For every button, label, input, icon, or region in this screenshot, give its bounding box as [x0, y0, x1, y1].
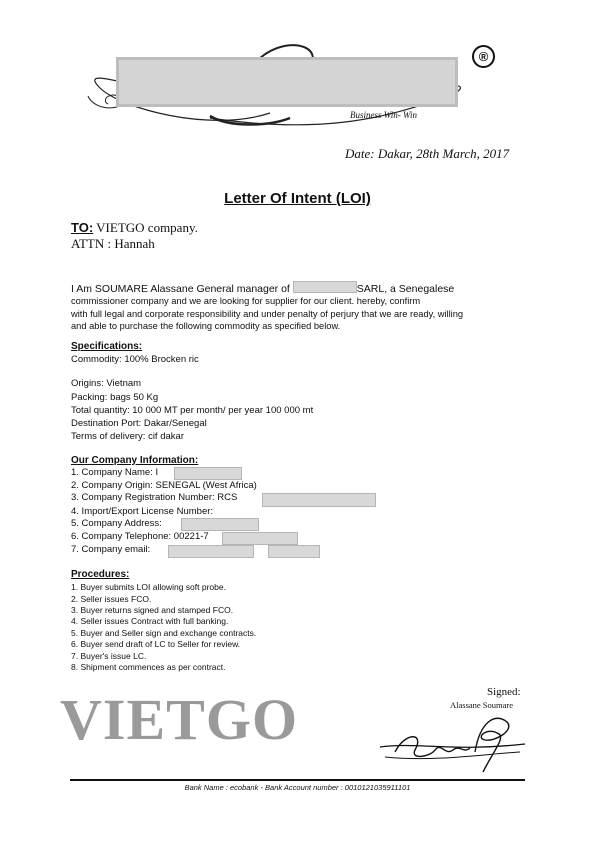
intro-line-2: commissioner company and we are looking for supplier for our client. hereby, confirm	[71, 296, 421, 307]
signed-label: Signed:	[487, 686, 521, 698]
company-origin-line: 2. Company Origin: SENEGAL (West Africa)	[71, 480, 257, 491]
redacted-email-domain	[268, 545, 320, 558]
redacted-registration-number	[262, 493, 376, 507]
registered-trademark-mark: ®	[472, 45, 495, 68]
company-address-line: 5. Company Address:	[71, 518, 162, 529]
procedure-step: 2. Seller issues FCO.	[71, 594, 152, 604]
company-info-heading: Our Company Information:	[71, 455, 199, 466]
procedure-step: 3. Buyer returns signed and stamped FCO.	[71, 605, 234, 615]
procedure-step: 5. Buyer and Seller sign and exchange contracts.	[71, 628, 257, 638]
company-tagline: Business Win- Win	[350, 110, 417, 120]
document-title	[0, 190, 595, 207]
to-value: VIETGO company.	[93, 220, 198, 235]
procedure-step: 8. Shipment commences as per contract.	[71, 662, 226, 672]
company-name-line	[71, 467, 158, 478]
handwritten-signature	[375, 712, 535, 782]
document-title-text: Letter Of Intent (LOI)	[224, 190, 371, 207]
recipient-attn: ATTN : Hannah	[71, 236, 155, 251]
signer-name: Alassane Soumare	[450, 700, 514, 710]
redacted-email-user	[168, 545, 254, 558]
intro-part2: SARL, a Senegalese	[356, 283, 455, 295]
intro-paragraph	[71, 281, 531, 333]
spec-port: Destination Port: Dakar/Senegal	[71, 418, 207, 429]
registration-prefix: 3. Company Registration Number: RCS	[71, 492, 238, 503]
company-license-line: 4. Import/Export License Number:	[71, 506, 214, 517]
to-label: TO:	[71, 220, 94, 235]
procedure-step: 7. Buyer's issue LC.	[71, 651, 147, 661]
intro-part1: I Am SOUMARE Alassane General manager of	[71, 283, 293, 295]
spec-packing: Packing: bags 50 Kg	[71, 392, 159, 403]
redacted-company-name-box	[116, 57, 458, 107]
spec-quantity: Total quantity: 10 000 MT per month/ per year 100 000 mt	[71, 405, 314, 416]
vietgo-watermark: VIETGO	[60, 687, 299, 752]
intro-line-4: and able to purchase the following commodity as specified below.	[71, 321, 341, 332]
procedure-step: 4. Seller issues Contract with full banking.	[71, 616, 229, 626]
procedures-heading: Procedures:	[71, 569, 130, 580]
procedure-step: 1. Buyer submits LOI allowing soft probe.	[71, 582, 226, 592]
company-name-label: 1. Company Name: I	[71, 467, 159, 478]
intro-line-3: with full legal and corporate responsibility and under penalty of perjury that we are ready, willing	[71, 308, 464, 319]
redacted-company-name	[174, 467, 242, 480]
company-telephone-line: 6. Company Telephone: 00221-7	[71, 531, 209, 542]
recipient-to-line	[71, 220, 198, 236]
procedure-step: 6. Buyer send draft of LC to Seller for review.	[71, 639, 241, 649]
spec-commodity: Commodity: 100% Brocken ric	[71, 354, 199, 365]
spec-origins: Origins: Vietnam	[71, 378, 142, 389]
redacted-address	[181, 518, 259, 531]
bank-details-footer: Bank Name : ecobank - Bank Account number : 0010121035911101	[184, 783, 411, 792]
letter-date: Date: Dakar, 28th March, 2017	[345, 146, 510, 161]
email-prefix: 7. Company email:	[71, 544, 151, 555]
redacted-company	[293, 281, 357, 293]
spec-terms: Terms of delivery: cif dakar	[71, 431, 184, 442]
recipient-block	[71, 220, 198, 252]
intro-line-1	[71, 281, 531, 295]
specifications-heading: Specifications:	[71, 341, 143, 352]
footer-divider	[70, 779, 525, 781]
